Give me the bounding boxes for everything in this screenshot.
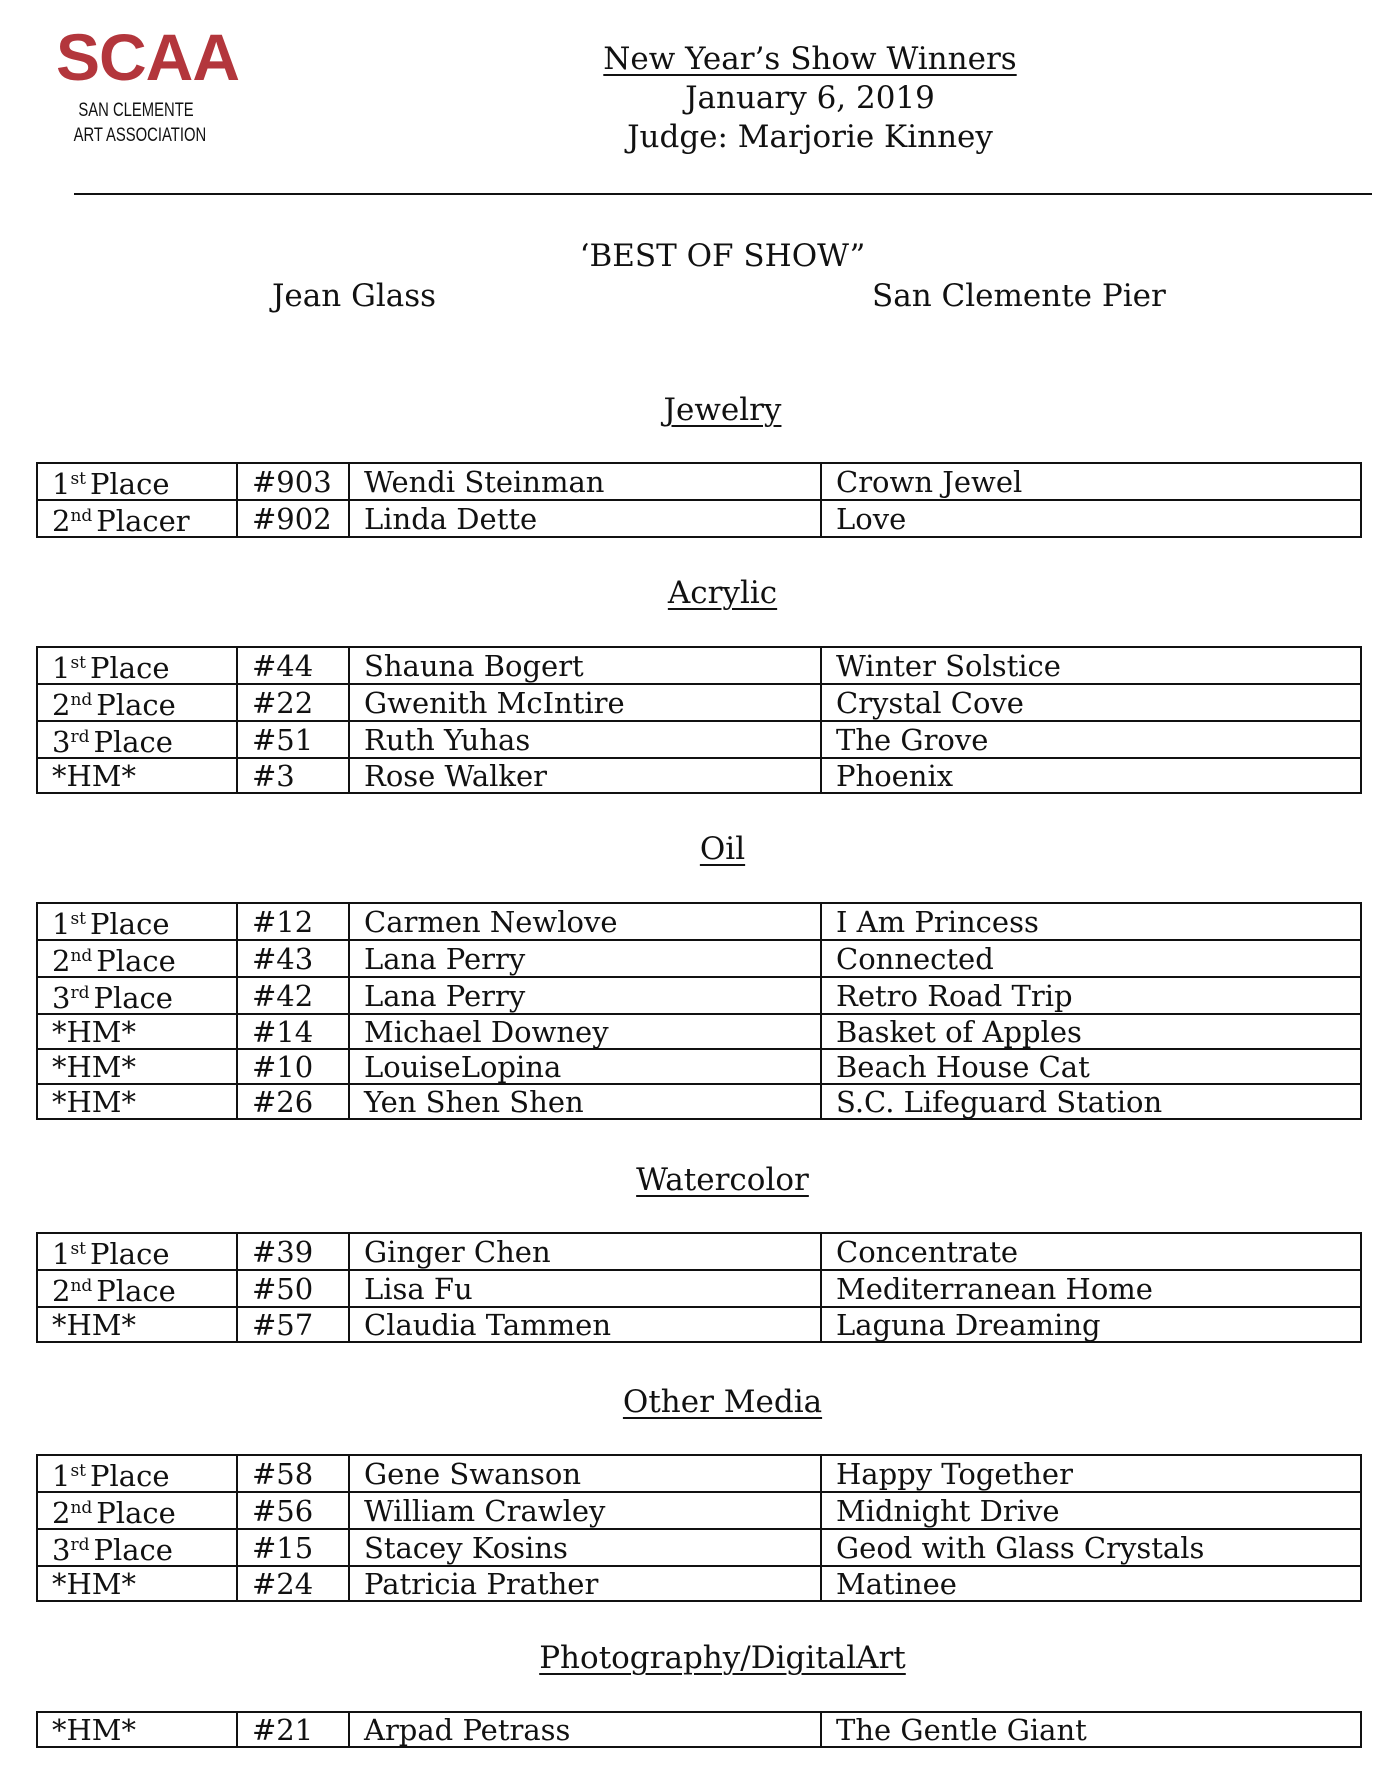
artist-cell: Gene Swanson <box>349 1455 821 1492</box>
table-row <box>37 940 1361 977</box>
work-title-cell: Geod with Glass Crystals <box>821 1529 1361 1566</box>
place-ordinal-suffix: st <box>70 653 87 673</box>
entry-number-cell: #10 <box>237 1049 349 1084</box>
table-row <box>37 1712 1361 1747</box>
artist-cell: Linda Dette <box>349 500 821 537</box>
place-cell <box>37 1084 237 1119</box>
place-number: 3 <box>52 1533 71 1566</box>
document-title: New Year’s Show Winners <box>603 41 1017 77</box>
artist-cell: Arpad Petrass <box>349 1712 821 1747</box>
artist-cell: Lisa Fu <box>349 1270 821 1307</box>
place-cell <box>37 1014 237 1049</box>
place-label: Place <box>96 688 176 721</box>
document-header <box>560 40 1060 157</box>
table-row <box>37 463 1361 500</box>
work-title-cell: Midnight Drive <box>821 1492 1361 1529</box>
place-cell <box>37 758 237 793</box>
place-cell <box>37 977 237 1014</box>
place-ordinal-suffix: nd <box>70 946 93 966</box>
entry-number-cell: #42 <box>237 977 349 1014</box>
place-label: Place <box>90 651 170 684</box>
work-title-cell: Concentrate <box>821 1233 1361 1270</box>
category-title: Photography/DigitalArt <box>539 1640 906 1676</box>
best-of-show-title: ‘BEST OF SHOW” <box>579 238 866 274</box>
place-label: Place <box>96 1496 176 1529</box>
entry-number-cell: #3 <box>237 758 349 793</box>
place-cell <box>37 1307 237 1342</box>
work-title-cell: The Grove <box>821 721 1361 758</box>
place-number: 2 <box>52 688 71 721</box>
artist-cell: Stacey Kosins <box>349 1529 821 1566</box>
place-label: *HM* <box>52 1014 136 1049</box>
place-label: Place <box>93 1533 173 1566</box>
place-number: 1 <box>52 651 71 684</box>
artist-cell: Carmen Newlove <box>349 903 821 940</box>
place-number: 2 <box>52 1274 71 1307</box>
table-row <box>37 758 1361 793</box>
category-title: Other Media <box>622 1384 823 1420</box>
place-label: Place <box>90 1237 170 1270</box>
header-divider <box>74 193 1372 195</box>
table-row <box>37 977 1361 1014</box>
awards-table <box>36 902 1362 1120</box>
place-label: Place <box>93 725 173 758</box>
place-cell <box>37 1492 237 1529</box>
place-cell <box>37 1455 237 1492</box>
place-label: Place <box>96 944 176 977</box>
entry-number-cell: #903 <box>237 463 349 500</box>
artist-cell: Rose Walker <box>349 758 821 793</box>
table-row <box>37 1049 1361 1084</box>
entry-number-cell: #24 <box>237 1566 349 1601</box>
place-cell <box>37 1270 237 1307</box>
place-cell <box>37 903 237 940</box>
table-row <box>37 1233 1361 1270</box>
place-label: Place <box>90 1459 170 1492</box>
category-title: Watercolor <box>636 1162 809 1198</box>
place-label: *HM* <box>52 1566 136 1601</box>
work-title-cell: Happy Together <box>821 1455 1361 1492</box>
work-title-cell: Mediterranean Home <box>821 1270 1361 1307</box>
work-title-cell: Beach House Cat <box>821 1049 1361 1084</box>
work-title-cell: I Am Princess <box>821 903 1361 940</box>
place-ordinal-suffix: rd <box>70 727 90 747</box>
place-cell <box>37 684 237 721</box>
logo-subtitle-line1: SAN CLEMENTE <box>78 100 194 121</box>
entry-number-cell: #50 <box>237 1270 349 1307</box>
artist-cell: Michael Downey <box>349 1014 821 1049</box>
place-cell <box>37 1049 237 1084</box>
table-row <box>37 684 1361 721</box>
artist-cell: Ruth Yuhas <box>349 721 821 758</box>
table-row <box>37 1084 1361 1119</box>
place-label: *HM* <box>52 1049 136 1084</box>
entry-number-cell: #12 <box>237 903 349 940</box>
table-row <box>37 1307 1361 1342</box>
awards-table <box>36 462 1362 538</box>
work-title-cell: Winter Solstice <box>821 647 1361 684</box>
place-ordinal-suffix: rd <box>70 1535 90 1555</box>
place-ordinal-suffix: nd <box>70 1498 93 1518</box>
best-of-show-artist: Jean Glass <box>272 278 437 314</box>
place-label: *HM* <box>52 1712 136 1747</box>
place-label: Place <box>96 1274 176 1307</box>
place-ordinal-suffix: rd <box>70 983 90 1003</box>
table-row <box>37 1014 1361 1049</box>
artist-cell: Shauna Bogert <box>349 647 821 684</box>
place-number: 2 <box>52 1496 71 1529</box>
place-cell <box>37 940 237 977</box>
table-row <box>37 1270 1361 1307</box>
awards-table <box>36 1454 1362 1602</box>
category-title: Jewelry <box>663 392 782 428</box>
awards-table <box>36 1711 1362 1748</box>
artist-cell: Ginger Chen <box>349 1233 821 1270</box>
place-number: 2 <box>52 504 71 537</box>
place-number: 3 <box>52 725 71 758</box>
awards-table <box>36 646 1362 794</box>
entry-number-cell: #56 <box>237 1492 349 1529</box>
entry-number-cell: #57 <box>237 1307 349 1342</box>
place-label: *HM* <box>52 1307 136 1342</box>
artist-cell: William Crawley <box>349 1492 821 1529</box>
entry-number-cell: #44 <box>237 647 349 684</box>
place-cell <box>37 463 237 500</box>
place-cell <box>37 1529 237 1566</box>
place-number: 2 <box>52 944 71 977</box>
entry-number-cell: #26 <box>237 1084 349 1119</box>
category-title: Oil <box>699 831 746 867</box>
table-row <box>37 1529 1361 1566</box>
place-cell <box>37 647 237 684</box>
entry-number-cell: #22 <box>237 684 349 721</box>
place-label: Placer <box>96 504 190 537</box>
place-ordinal-suffix: nd <box>70 506 93 526</box>
place-cell <box>37 1712 237 1747</box>
place-label: Place <box>90 467 170 500</box>
artist-cell: Wendi Steinman <box>349 463 821 500</box>
place-label: *HM* <box>52 758 136 793</box>
place-ordinal-suffix: st <box>70 1239 87 1259</box>
place-ordinal-suffix: st <box>70 1461 87 1481</box>
work-title-cell: Love <box>821 500 1361 537</box>
artist-cell: Lana Perry <box>349 940 821 977</box>
entry-number-cell: #15 <box>237 1529 349 1566</box>
table-row <box>37 1492 1361 1529</box>
work-title-cell: Connected <box>821 940 1361 977</box>
logo <box>56 20 240 148</box>
place-number: 1 <box>52 467 71 500</box>
best-of-show-work: San Clemente Pier <box>872 278 1166 314</box>
place-cell <box>37 1233 237 1270</box>
place-label: Place <box>90 907 170 940</box>
entry-number-cell: #902 <box>237 500 349 537</box>
place-cell <box>37 500 237 537</box>
work-title-cell: Laguna Dreaming <box>821 1307 1361 1342</box>
entry-number-cell: #39 <box>237 1233 349 1270</box>
logo-subtitle-line2: ART ASSOCIATION <box>73 125 207 146</box>
artist-cell: LouiseLopina <box>349 1049 821 1084</box>
table-row <box>37 721 1361 758</box>
work-title-cell: Phoenix <box>821 758 1361 793</box>
place-ordinal-suffix: st <box>70 469 87 489</box>
place-ordinal-suffix: nd <box>70 690 93 710</box>
artist-cell: Patricia Prather <box>349 1566 821 1601</box>
place-number: 1 <box>52 907 71 940</box>
place-cell <box>37 1566 237 1601</box>
artist-cell: Yen Shen Shen <box>349 1084 821 1119</box>
place-label: *HM* <box>52 1084 136 1119</box>
work-title-cell: Matinee <box>821 1566 1361 1601</box>
place-ordinal-suffix: st <box>70 909 87 929</box>
table-row <box>37 500 1361 537</box>
work-title-cell: Basket of Apples <box>821 1014 1361 1049</box>
entry-number-cell: #21 <box>237 1712 349 1747</box>
place-cell <box>37 721 237 758</box>
entry-number-cell: #43 <box>237 940 349 977</box>
entry-number-cell: #14 <box>237 1014 349 1049</box>
work-title-cell: Retro Road Trip <box>821 977 1361 1014</box>
artist-cell: Lana Perry <box>349 977 821 1014</box>
work-title-cell: Crown Jewel <box>821 463 1361 500</box>
table-row <box>37 647 1361 684</box>
work-title-cell: S.C. Lifeguard Station <box>821 1084 1361 1119</box>
entry-number-cell: #51 <box>237 721 349 758</box>
logo-mark: SCAA <box>56 20 240 94</box>
table-row <box>37 1455 1361 1492</box>
entry-number-cell: #58 <box>237 1455 349 1492</box>
table-row <box>37 1566 1361 1601</box>
table-row <box>37 903 1361 940</box>
work-title-cell: The Gentle Giant <box>821 1712 1361 1747</box>
judge-line: Judge: Marjorie Kinney <box>627 119 993 155</box>
place-number: 1 <box>52 1237 71 1270</box>
place-number: 3 <box>52 981 71 1014</box>
place-label: Place <box>93 981 173 1014</box>
artist-cell: Claudia Tammen <box>349 1307 821 1342</box>
place-ordinal-suffix: nd <box>70 1276 93 1296</box>
category-title: Acrylic <box>667 575 778 611</box>
artist-cell: Gwenith McIntire <box>349 684 821 721</box>
awards-table <box>36 1232 1362 1343</box>
work-title-cell: Crystal Cove <box>821 684 1361 721</box>
show-date: January 6, 2019 <box>685 80 935 116</box>
place-number: 1 <box>52 1459 71 1492</box>
